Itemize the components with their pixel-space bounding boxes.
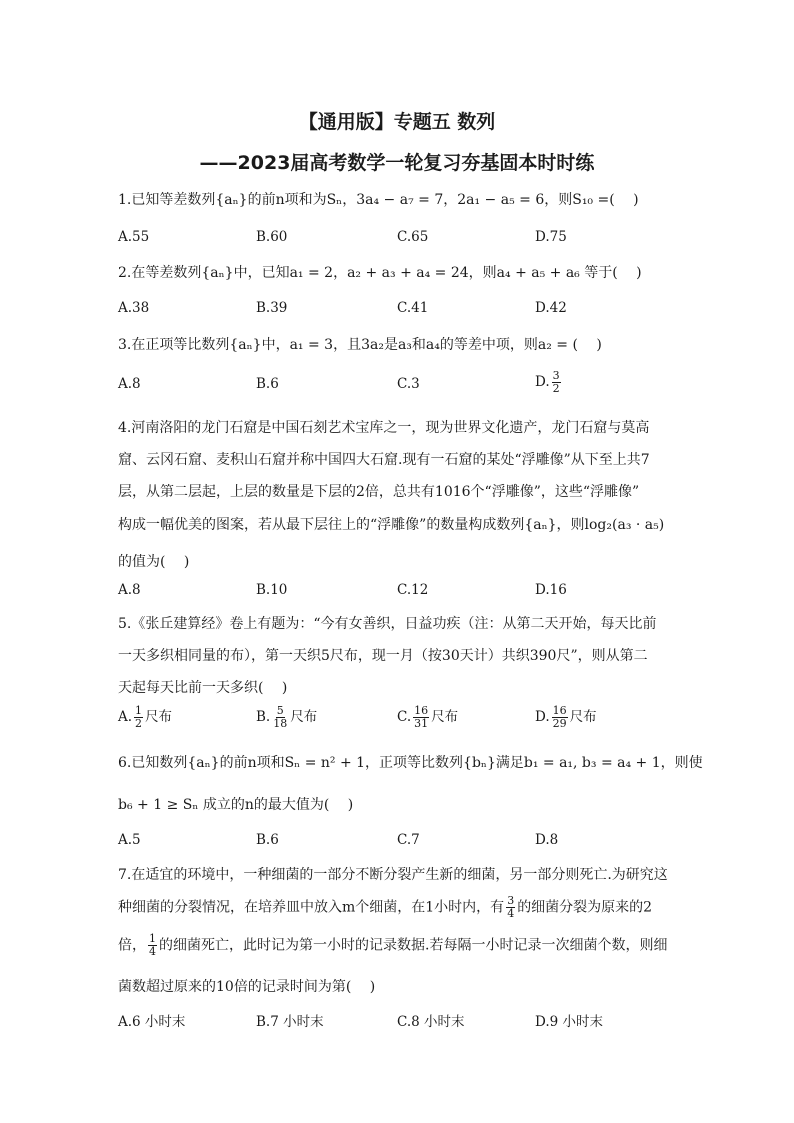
q1-option-a: A.55 (118, 229, 150, 245)
q7-fraction-one-quarter (148, 933, 157, 958)
q5-option-c (397, 705, 458, 730)
question-7-options (118, 1010, 718, 1030)
option-unit: 尺布 (431, 709, 459, 725)
question-5-options (118, 705, 718, 737)
q5-option-b (256, 705, 317, 730)
q7-fraction-three-quarters (506, 895, 515, 920)
question-4-line-5: 的值为( ) (118, 554, 190, 570)
q3-option-d-fraction (552, 370, 561, 395)
question-5-line-3: 天起每天比前一天多织( ) (118, 680, 288, 696)
fraction-numerator: 3 (552, 369, 560, 382)
q2-option-d: D.42 (535, 300, 567, 316)
q7-line-3-end: 的细菌死亡，此时记为第一小时的记录数据.若每隔一小时记录一次细菌个数，则细 (159, 937, 668, 954)
fraction-denominator: 2 (135, 717, 143, 730)
fraction-numerator: 1 (135, 704, 143, 717)
fraction-numerator: 16 (552, 704, 567, 717)
question-6-options (118, 832, 718, 852)
fraction-denominator: 2 (552, 382, 560, 395)
fraction-denominator: 4 (507, 907, 515, 920)
q2-option-a: A.38 (118, 300, 150, 316)
fraction-numerator: 5 (276, 704, 284, 717)
q6-option-d: D.8 (535, 832, 559, 848)
q4-option-b: B.10 (256, 582, 288, 598)
question-4-options (118, 582, 718, 602)
option-fraction (272, 705, 288, 730)
q7-option-b: B.7 小时末 (256, 1014, 324, 1030)
q6-option-c: C.7 (397, 832, 420, 848)
q3-option-d (535, 370, 563, 395)
option-unit: 尺布 (569, 709, 597, 725)
q6-option-b: B.6 (256, 832, 279, 848)
q7-line-3-start: 倍， (118, 937, 146, 954)
q4-option-a: A.8 (118, 582, 141, 598)
option-fraction (134, 705, 143, 730)
fraction-numerator: 1 (149, 932, 156, 945)
q7-line-2-start: 种细菌的分裂情况，在培养皿中放入m个细菌，在1小时内，有 (118, 899, 505, 916)
question-5-line-1: 5.《张丘建算经》卷上有题为：“今有女善织，日益功疾（注：从第二天开始，每天比前 (118, 616, 657, 632)
q1-option-d: D.75 (535, 229, 567, 245)
q4-option-d: D.16 (535, 582, 567, 598)
title-line-1: 【通用版】专题五 数列 (298, 111, 496, 133)
question-6-line-2: b₆ + 1 ≥ Sₙ 成立的n的最大值为( ) (118, 797, 354, 813)
q2-option-c: C.41 (397, 300, 429, 316)
question-7-line-3 (118, 933, 667, 958)
title-line-2: ——2023届高考数学一轮复习夯基固本时时练 (199, 152, 595, 174)
question-4-line-4: 构成一幅优美的图案，若从最下层往上的“浮雕像”的数量构成数列{aₙ}，则log₂(a₃ · a₅) (118, 517, 665, 533)
q3-option-d-prefix: D. (535, 374, 550, 390)
fraction-denominator: 4 (149, 945, 156, 958)
question-4-line-3: 层，从第二层起，上层的数量是下层的2倍，总共有1016个“浮雕像”，这些“浮雕像” (118, 484, 640, 500)
q1-option-b: B.60 (256, 229, 288, 245)
q2-option-b: B.39 (256, 300, 288, 316)
question-7-line-4: 菌数超过原来的10倍的记录时间为第( ) (118, 979, 376, 995)
q6-option-a: A.5 (118, 832, 141, 848)
fraction-numerator: 3 (507, 894, 515, 907)
fraction-denominator: 18 (273, 717, 288, 730)
question-5-line-2: 一天多织相同量的布），第一天织5尺布，现一月（按30天计）共织390尺”，则从第二 (118, 648, 648, 664)
option-prefix: B. (256, 709, 271, 725)
question-3: 3.在正项等比数列{aₙ}中，a₁ = 3，且3a₂是a₃和a₄的等差中项，则a₂ = ( ) (118, 337, 602, 353)
option-fraction (552, 705, 568, 730)
question-1: 1.已知等差数列{aₙ}的前n项和为Sₙ，3a₄ − a₇ = 7，2a₁ − a₅ = 6，则S₁₀ =( ) (118, 192, 639, 208)
question-2: 2.在等差数列{aₙ}中，已知a₁ = 2，a₂ + a₃ + a₄ = 24，则a₄ + a₅ + a₆ 等于( ) (118, 265, 642, 281)
question-4-line-2: 窟、云冈石窟、麦积山石窟并称中国四大石窟.现有一石窟的某处“浮雕像”从下至上共7 (118, 452, 650, 468)
q5-option-a (118, 705, 172, 730)
option-prefix: D. (535, 709, 550, 725)
question-6-line-1: 6.已知数列{aₙ}的前n项和Sₙ = n² + 1，正项等比数列{bₙ}满足b₁ = a₁, b₃ = a₄ + 1，则使 (118, 755, 703, 771)
question-7-line-1: 7.在适宜的环境中，一种细菌的一部分不断分裂产生新的细菌，另一部分则死亡.为研究这 (118, 867, 668, 883)
q7-option-d: D.9 小时末 (535, 1014, 604, 1030)
q3-option-c: C.3 (397, 376, 420, 392)
fraction-numerator: 16 (414, 704, 429, 717)
question-4-line-1: 4.河南洛阳的龙门石窟是中国石刻艺术宝库之一，现为世界文化遗产，龙门石窟与莫高 (118, 420, 650, 436)
q5-option-d (535, 705, 597, 730)
option-unit: 尺布 (290, 709, 318, 725)
question-3-options (118, 370, 718, 402)
fraction-denominator: 29 (552, 717, 567, 730)
q7-option-a: A.6 小时末 (118, 1014, 186, 1030)
fraction-denominator: 31 (414, 717, 429, 730)
q4-option-c: C.12 (397, 582, 429, 598)
q7-line-2-end: 的细菌分裂为原来的2 (517, 899, 653, 916)
question-7-line-2 (118, 895, 652, 920)
q1-option-c: C.65 (397, 229, 429, 245)
q3-option-a: A.8 (118, 376, 141, 392)
q7-option-c: C.8 小时末 (397, 1014, 465, 1030)
q3-option-b: B.6 (256, 376, 279, 392)
question-1-options (118, 229, 718, 249)
question-2-options (118, 300, 718, 320)
option-unit: 尺布 (145, 709, 173, 725)
option-fraction (413, 705, 429, 730)
option-prefix: A. (118, 709, 133, 725)
option-prefix: C. (397, 709, 412, 725)
